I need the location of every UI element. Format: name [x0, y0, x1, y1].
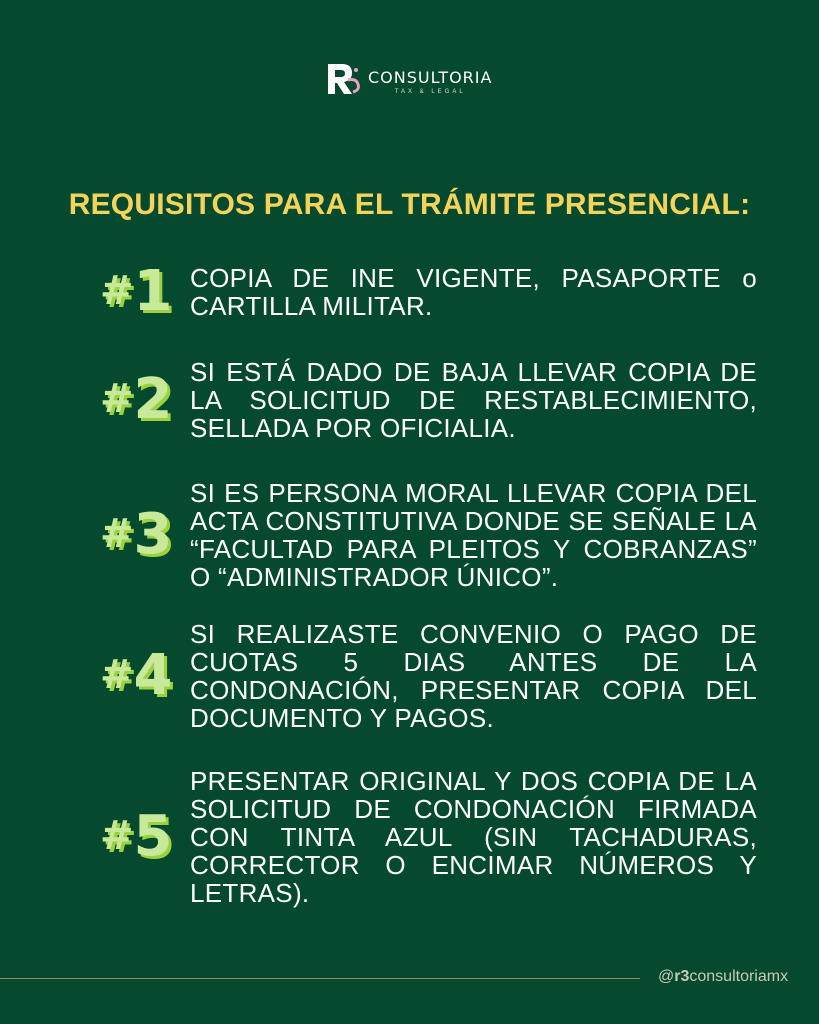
brand-tagline: TAX & LEGAL	[394, 88, 466, 95]
item-text: PRESENTAR ORIGINAL Y DOS COPIA DE LA SOLICITUD DE CONDONACIÓN FIRMADA CON TINTA AZUL (SIN TACHADURAS, CORRECTOR O ENCIMAR NÚMEROS Y LETRAS).	[190, 766, 757, 908]
item-number: #4	[100, 643, 173, 708]
item-text: SI ES PERSONA MORAL LLEVAR COPIA DEL ACTA CONSTITUTIVA DONDE SE SEÑALE LA “FACULTAD PARA PLEITOS Y COBRANZAS” O “ADMINISTRADOR ÚNICO”.	[190, 478, 757, 592]
brand-name: CONSULTORIA	[368, 67, 493, 87]
item-number: #1	[100, 259, 173, 324]
item-number: #5	[100, 804, 173, 869]
social-handle[interactable]: @r3consultoriamx	[658, 968, 789, 985]
page-title: REQUISITOS PARA EL TRÁMITE PRESENCIAL:	[68, 188, 751, 221]
brand-logo	[322, 58, 492, 100]
item-number: #3	[100, 502, 173, 567]
footer-divider	[0, 978, 640, 979]
r3-logo-icon	[322, 58, 366, 100]
item-text: COPIA DE INE VIGENTE, PASAPORTE o CARTILLA MILITAR.	[190, 263, 757, 321]
item-text: SI ESTÁ DADO DE BAJA LLEVAR COPIA DE LA SOLICITUD DE RESTABLECIMIENTO, SELLADA POR OFICIALIA.	[190, 357, 757, 443]
item-text: SI REALIZASTE CONVENIO O PAGO DE CUOTAS 5 DIAS ANTES DE LA CONDONACIÓN, PRESENTAR COPIA DEL DOCUMENTO Y PAGOS.	[190, 619, 757, 733]
item-number: #2	[100, 367, 173, 432]
